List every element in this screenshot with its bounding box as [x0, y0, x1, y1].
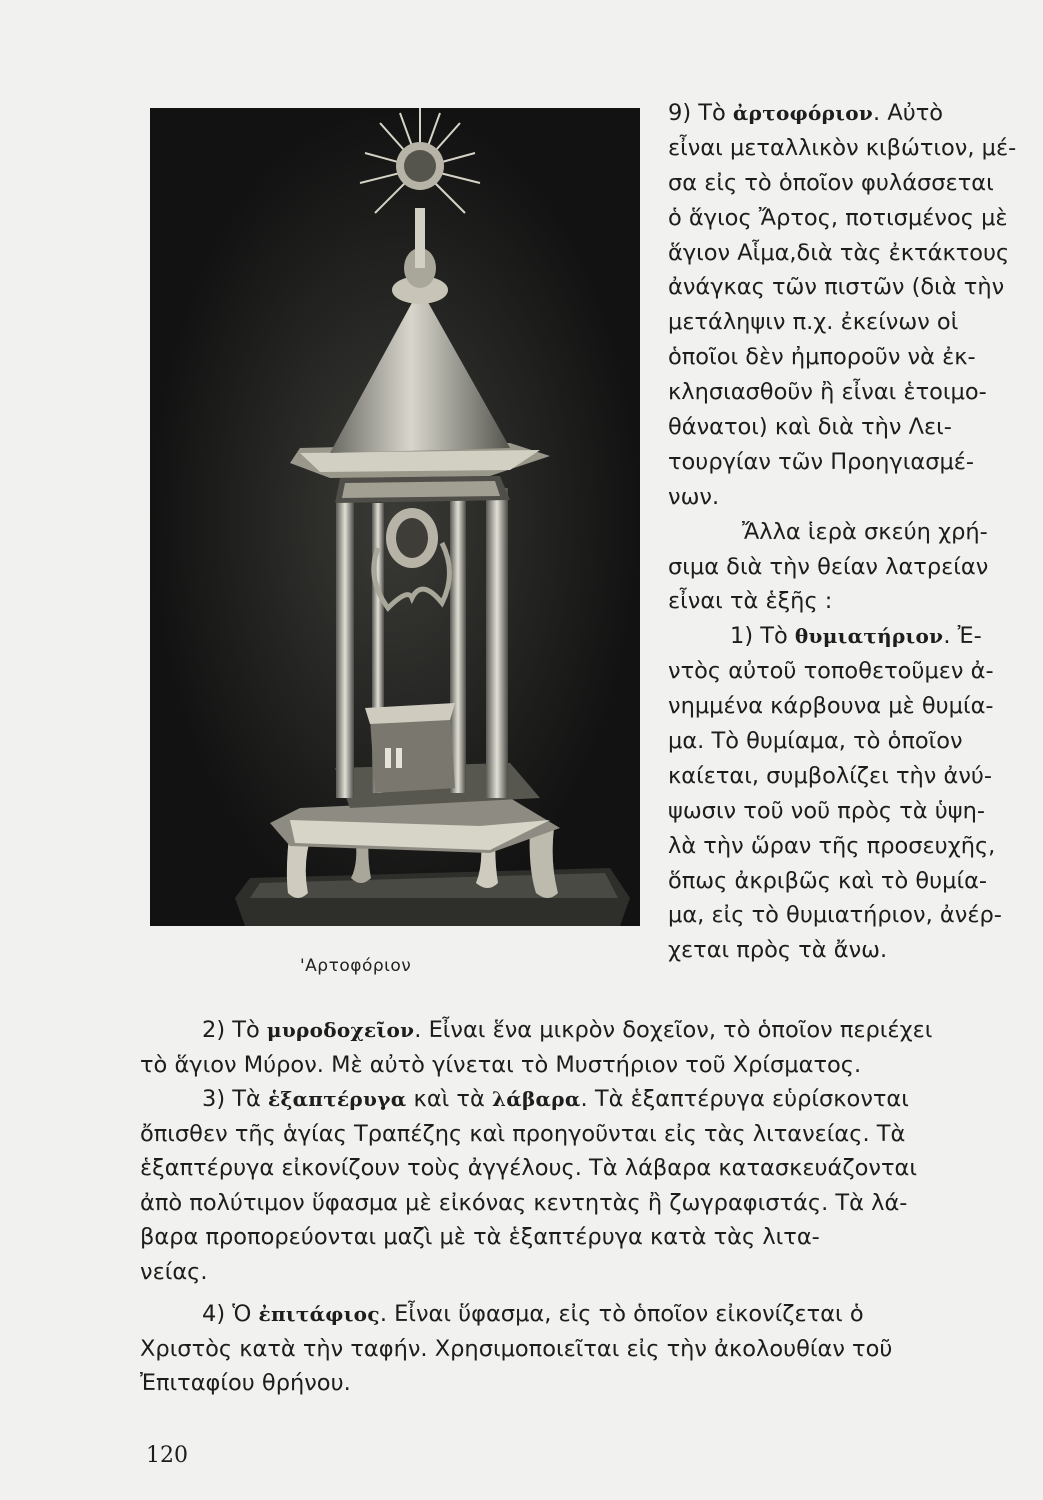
artophorion-photograph	[150, 108, 640, 926]
text-line	[668, 375, 1028, 410]
bold-term: ἐπιτάφιος	[258, 1302, 380, 1326]
text-line	[668, 480, 1028, 515]
text-span: ἑξαπτέρυγα εἰκονίζουν τοὺς ἀγγέλους. Τὰ λάβαρα κατασκευάζονται	[140, 1155, 917, 1181]
text-span: ὁποῖοι δὲν ἠμποροῦν νὰ ἐκ-	[668, 344, 976, 371]
text-span: ἀνάγκας τῶν πιστῶν (διὰ τὴν	[668, 274, 1005, 301]
text-line	[668, 410, 1028, 445]
text-span: νείας.	[140, 1258, 208, 1285]
text-span: ντὸς αὐτοῦ τοποθετοῦμεν ἀ-	[668, 658, 994, 685]
artophorion-illustration	[150, 108, 640, 926]
text-line	[668, 340, 1028, 375]
text-span: εἶναι μεταλλικὸν κιβώτιον, μέ-	[668, 134, 1017, 161]
text-line	[668, 96, 1028, 131]
text-line	[668, 584, 1028, 619]
text-span: ὅπως ἀκριβῶς καὶ τὸ θυμία-	[668, 867, 988, 894]
text-line	[140, 1048, 1025, 1083]
text-line	[668, 864, 1028, 899]
text-line	[668, 689, 1028, 724]
text-line	[668, 236, 1028, 271]
text-line	[140, 1186, 1025, 1221]
text-span: λὰ τὴν ὥραν τῆς προσευχῆς,	[668, 832, 996, 859]
text-line	[668, 933, 1028, 968]
text-line	[668, 166, 1028, 201]
text-line	[668, 305, 1028, 340]
bold-term: ἑξαπτέρυγα	[267, 1087, 407, 1111]
text-span: 2) Τὸ	[202, 1017, 267, 1043]
text-line	[668, 829, 1028, 864]
text-span: κλησιασθοῦν ἢ εἶναι ἑτοιμο-	[668, 379, 987, 406]
text-span: θάνατοι) καὶ διὰ τὴν Λει-	[668, 414, 952, 441]
text-span: 1) Τὸ	[730, 623, 795, 650]
text-span: νημμένα κάρβουνα μὲ θυμία-	[668, 693, 994, 720]
text-span: 3) Τὰ	[202, 1086, 268, 1112]
text-line	[668, 131, 1028, 166]
text-span: Ἄλλα ἱερὰ σκεύη χρή-	[742, 518, 988, 545]
text-span: σιμα διὰ τὴν θείαν λατρείαν	[668, 553, 989, 580]
paragraph-gap	[140, 1289, 1025, 1297]
text-line	[140, 1332, 1025, 1367]
text-span: τὸ ἅγιον Μύρον. Μὲ αὐτὸ γίνεται τὸ Μυστήριον τοῦ Χρίσματος.	[140, 1051, 862, 1078]
text-line	[140, 1151, 1025, 1186]
text-span: ὁ ἅγιος Ἄρτος, ποτισμένος μὲ	[668, 204, 1008, 231]
text-span: ψωσιν τοῦ νοῦ πρὸς τὰ ὑψη-	[668, 797, 985, 824]
bold-term: ἀρτοφόριον	[732, 101, 874, 125]
text-span: μα, εἰς τὸ θυμιατήριον, ἀνέρ-	[668, 902, 1002, 929]
text-line	[668, 445, 1028, 480]
text-line	[668, 654, 1028, 689]
text-span: σα εἰς τὸ ὁποῖον φυλάσσεται	[668, 169, 994, 196]
text-line	[668, 898, 1028, 933]
text-line	[140, 1082, 1025, 1117]
text-span: 4) Ὁ	[202, 1301, 259, 1327]
text-line	[668, 515, 1028, 550]
text-span: μετάληψιν π.χ. ἐκείνων οἱ	[668, 309, 959, 336]
bold-term: θυμιατήριον	[794, 624, 944, 649]
page-number: 120	[146, 1443, 188, 1468]
text-line	[668, 619, 1028, 654]
body-text	[140, 1013, 1025, 1401]
text-span: ἅγιον Αἷμα,διὰ τὰς ἐκτάκτους	[668, 239, 1010, 266]
text-span: . Τὰ ἑξαπτέρυγα εὑρίσκονται	[580, 1086, 909, 1112]
text-span: βαρα προπορεύονται μαζὶ μὲ τὰ ἑξαπτέρυγα κατὰ τὰς λιτα-	[140, 1224, 820, 1250]
text-line	[140, 1297, 1025, 1332]
bold-term: λάβαρα	[491, 1087, 581, 1111]
text-span: μα. Τὸ θυμίαμα, τὸ ὁποῖον	[668, 728, 963, 755]
text-span: 9) Τὸ	[668, 100, 733, 126]
text-span: Ἐπιταφίου θρήνου.	[140, 1370, 351, 1396]
text-line	[668, 759, 1028, 794]
text-span: καίεται, συμβολίζει τὴν ἀνύ-	[668, 762, 993, 789]
text-span: χεται πρὸς τὰ ἄνω.	[668, 937, 888, 964]
text-line	[140, 1255, 1025, 1290]
text-span: . Ἐ-	[943, 623, 982, 650]
photo-caption: 'Αρτοφόριον	[300, 956, 412, 976]
text-span: Χριστὸς κατὰ τὴν ταφήν. Χρησιμοποιεῖται εἰς τὴν ἀκολουθίαν τοῦ	[140, 1335, 893, 1362]
text-span: . Εἶναι ὕφασμα, εἰς τὸ ὁποῖον εἰκονίζεται ὁ	[379, 1301, 864, 1327]
text-span: νων.	[668, 483, 720, 510]
right-column-text	[668, 96, 1028, 968]
text-line	[668, 270, 1028, 305]
text-line	[668, 794, 1028, 829]
text-line	[140, 1117, 1025, 1152]
text-span: ὄπισθεν τῆς ἁγίας Τραπέζης καὶ προηγοῦνται εἰς τὰς λιτανείας. Τὰ	[140, 1120, 906, 1147]
text-line	[140, 1013, 1025, 1048]
text-line	[668, 201, 1028, 236]
text-span: . Αὐτὸ	[873, 100, 944, 126]
text-span: εἶναι τὰ ἑξῆς :	[668, 588, 833, 615]
text-line	[140, 1366, 1025, 1401]
text-line	[668, 550, 1028, 585]
text-line	[140, 1220, 1025, 1255]
bold-term: μυροδοχεῖον	[266, 1018, 415, 1042]
text-span: καὶ τὰ	[406, 1086, 492, 1112]
text-span: ἀπὸ πολύτιμον ὕφασμα μὲ εἰκόνας κεντητὰς ἢ ζωγραφιστάς. Τὰ λά-	[140, 1189, 908, 1216]
text-span: τουργίαν τῶν Προηγιασμέ-	[668, 448, 975, 475]
text-line	[668, 724, 1028, 759]
text-span: . Εἶναι ἕνα μικρὸν δοχεῖον, τὸ ὁποῖον περιέχει	[414, 1017, 933, 1043]
